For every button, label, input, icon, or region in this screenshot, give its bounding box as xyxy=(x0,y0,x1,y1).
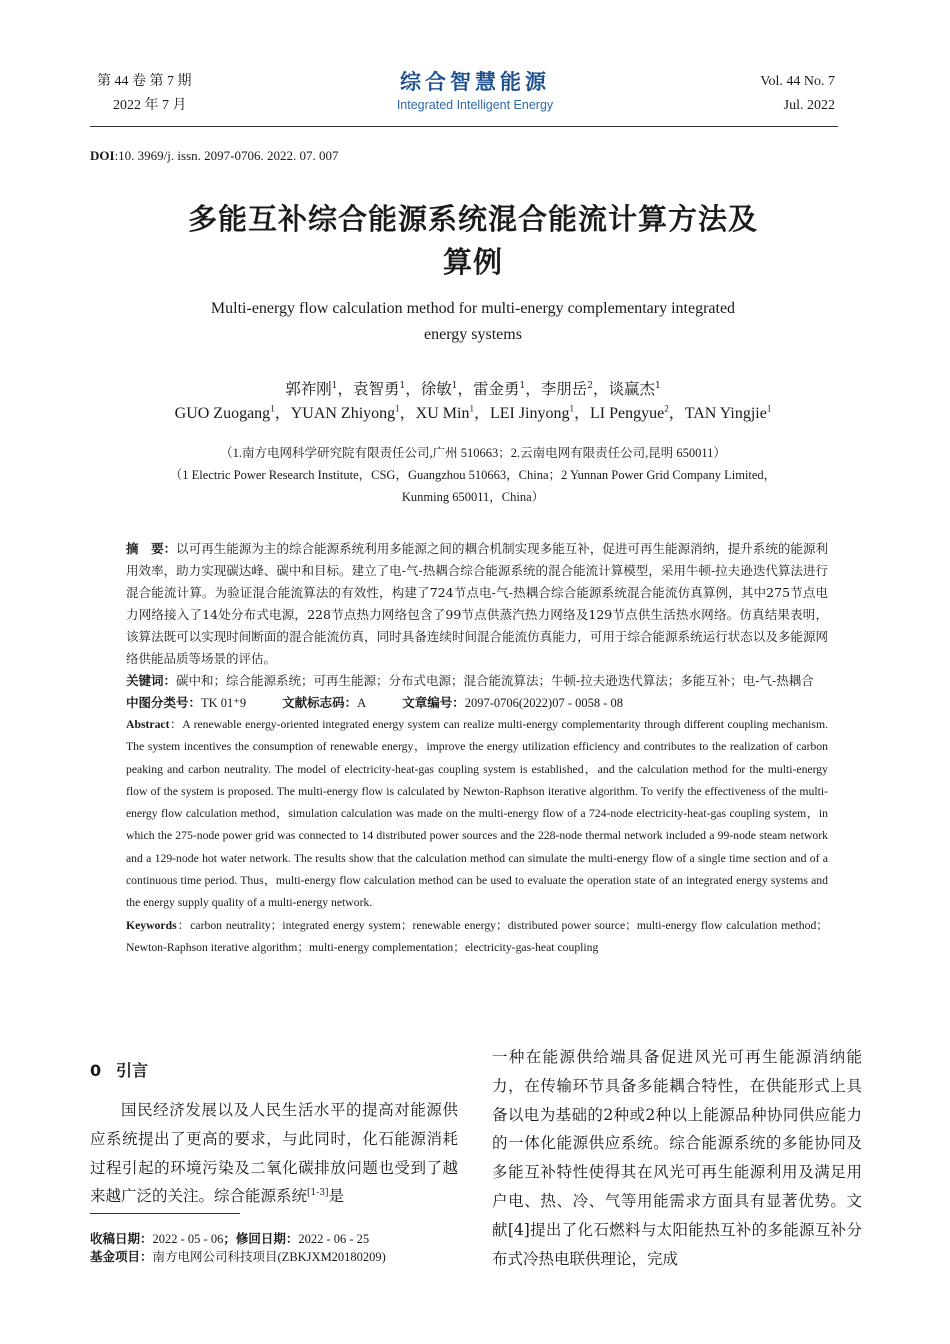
author-en: GUO Zuogang xyxy=(174,405,271,422)
clc-value: TK 01⁺9 xyxy=(201,696,247,710)
citation: [1-3] xyxy=(307,1188,329,1199)
volume-issue-cn: 第 44 卷 第 7 期 xyxy=(97,74,192,89)
title-cn-line2: 算例 xyxy=(442,245,503,279)
affiliations-en xyxy=(90,464,856,508)
author-en: XU Min xyxy=(415,405,470,422)
keywords-en-text: ：carbon neutrality；integrated energy system；renewable energy；distributed power source；multi-energy flow calculation method；Newton-Raphson iterative algorithm；multi-energy complementation；electricity-gas-heat coupling xyxy=(126,918,828,954)
affiliations-cn: （1.南方电网科学研究院有限责任公司,广州 510663；2.云南电网有限责任公司,昆明 650011） xyxy=(220,446,726,460)
doc-code-label: 文献标志码： xyxy=(282,695,358,710)
author-cn: 雷金勇 xyxy=(473,380,520,398)
footnote-dates xyxy=(90,1230,470,1248)
date-cn: 2022 年 7 月 xyxy=(113,98,187,113)
affiliations-en-line1: （1 Electric Power Research Institute，CSG，Guangzhou 510663，China；2 Yunnan Power Grid Company Limited， xyxy=(169,468,777,482)
classification-line xyxy=(126,692,828,714)
date-en: Jul. 2022 xyxy=(783,98,835,113)
abstract-cn-label: 摘 要： xyxy=(126,541,177,556)
article-number-value: 2097-0706(2022)07 - 0058 - 08 xyxy=(464,696,624,710)
journal-name-en: Integrated Intelligent Energy xyxy=(396,98,554,112)
authors-cn: 郭祚刚$^1$，袁智勇$^1$，徐敏$^1$，雷金勇$^1$，李朋岳$^2$，谈赢杰$^1$ xyxy=(285,380,661,398)
header-divider xyxy=(90,126,838,127)
doi-value: :10. 3969/j. issn. 2097-0706. 2022. 07. 007 xyxy=(114,148,339,163)
footnote-fund xyxy=(90,1248,470,1266)
keywords-cn xyxy=(126,670,828,692)
author-en: LEI Jinyong xyxy=(489,405,570,422)
header-left xyxy=(97,70,192,118)
author-en: YUAN Zhiyong xyxy=(290,405,396,422)
abstract-cn-text: 以可再生能源为主的综合能源系统利用多能源之间的耦合机制实现多能互补，促进可再生能源消纳，提升系统的能源利用效率，助力实现碳达峰、碳中和目标。建立了电-气-热耦合综合能源系统的混合能流计算模型，采用牛顿-拉夫逊迭代算法进行混合能流计算。为验证混合能流算法的有效性，构建了724节点电-气-热耦合综合能源系统混合能流仿真算例，其中275节点电力网络接入了14处分布式电源，228节点热力网络包含了99节点供蒸汽热力网络及129节点供生活热水网络。仿真结果表明，该算法既可以实现时间断面的混合能流仿真，同时具备连续时间混合能流仿真能力，可用于综合能源系统运行状态以及多能源网络供能品质等场景的评估。 xyxy=(126,541,828,666)
body-right-column: 一种在能源供给端具备促进风光可再生能源消纳能力，在传输环节具备多能耦合特性，在供能形式上具备以电为基础的2种或2种以上能源品种协同供应能力的一体化能源供应系统。综合能源系统的多能协同及多能互补特性使得其在风光可再生能源利用及满足用户电、热、冷、气等用能需求方面具有显著优势。文献[4]提出了化石燃料与太阳能热互补的多能源互补分布式冷热电联供理论，完成 xyxy=(492,1048,862,1268)
received-label: 收稿日期： xyxy=(90,1231,153,1246)
doc-code-value: A xyxy=(357,696,367,710)
author-cn: 谈赢杰 xyxy=(608,380,656,398)
article-number-label: 文章编号： xyxy=(402,695,465,710)
author-cn: 李朋岳 xyxy=(540,380,588,398)
abstract-en-text: ：A renewable energy-oriented integrated energy system can realize multi-energy complementarity through different coupling mechanism. The system incentives the consumption of renewable energy，improve the energy utilization efficiency and contributes to the realization of carbon peaking and carbon neutrality. The model of electricity-heat-gas coupling system is established，and the calculation method for the multi-energy flow of the system is proposed. The multi-energy flow is calculated by Newton-Raphson iterative algorithm. To verify the effectiveness of the multi-energy flow calculation method，simulation calculation was made on the multi-energy flow of a 724-node electricity-heat-gas coupling system，in which the 275-node power grid was connected to 14 distributed power sources and the 228-node thermal network included a 99-node steam network and a 129-node hot water network. The results show that the calculation method can simulate the multi-energy flow of a single time section and of a continuous time period. Thus，multi-energy flow calculation method can be used to evaluate the operation state of an integrated energy systems and the energy supply quality of a multi-energy network. xyxy=(126,718,828,910)
keywords-cn-text: 碳中和；综合能源系统；可再生能源；分布式电源；混合能流算法；牛顿-拉夫逊迭代算法；多能互补；电-气-热耦合 xyxy=(176,673,814,688)
abstract-cn xyxy=(126,538,828,670)
footnote-divider xyxy=(90,1213,240,1214)
section-heading xyxy=(90,1058,148,1081)
volume-issue-en: Vol. 44 No. 7 xyxy=(760,74,835,89)
body-left-column xyxy=(90,1096,458,1211)
abstract-block xyxy=(126,538,828,959)
abstract-en-label: Abstract xyxy=(126,718,170,731)
clc-label: 中图分类号： xyxy=(126,695,202,710)
section-number: 0 xyxy=(90,1061,102,1080)
journal-logo xyxy=(340,70,610,112)
title-en-line2: energy systems xyxy=(424,326,522,343)
journal-name-cn: 综合智慧能源 xyxy=(400,70,550,94)
authors-en: GUO Zuogang$^1$，YUAN Zhiyong$^1$，XU Min$^1$，LEI Jinyong$^1$，LI Pengyue$^2$，TAN Yingjie$^1$ xyxy=(174,403,772,422)
body-left-text: 国民经济发展以及人民生活水平的提高对能源供应系统提出了更高的要求，与此同时，化石能源消耗过程引起的环境污染及二氧化碳排放问题也受到了越来越广泛的关注。综合能源系统 xyxy=(90,1101,458,1206)
author-cn: 袁智勇 xyxy=(352,380,400,398)
title-cn xyxy=(90,198,856,284)
keywords-cn-label: 关键词： xyxy=(126,673,177,688)
doi-label: DOI xyxy=(90,148,115,163)
author-en: LI Pengyue xyxy=(590,405,665,422)
title-cn-line1: 多能互补综合能源系统混合能流计算方法及 xyxy=(187,202,758,236)
section-title: 引言 xyxy=(116,1061,149,1080)
keywords-en-label: Keywords xyxy=(126,918,177,932)
keywords-en xyxy=(126,915,828,960)
revised-value: 2022 - 06 - 25 xyxy=(298,1232,370,1246)
affiliations-en-line2: Kunming 650011，China） xyxy=(401,490,545,504)
author-cn: 郭祚刚 xyxy=(285,380,332,398)
author-cn: 徐敏 xyxy=(420,380,452,398)
fund-value: 南方电网公司科技项目(ZBKJXM20180209) xyxy=(152,1250,386,1264)
doi-line xyxy=(90,148,338,164)
title-en xyxy=(150,296,796,348)
header-right xyxy=(760,70,835,118)
received-value: 2022 - 05 - 06 xyxy=(152,1232,224,1246)
fund-label: 基金项目： xyxy=(90,1249,153,1264)
abstract-en xyxy=(126,714,828,915)
body-left-text-end: 是 xyxy=(328,1187,345,1206)
title-en-line1: Multi-energy flow calculation method for multi-energy complementary integrated xyxy=(210,300,736,317)
revised-label: ；修回日期： xyxy=(223,1231,299,1246)
author-en: TAN Yingjie xyxy=(684,405,767,422)
